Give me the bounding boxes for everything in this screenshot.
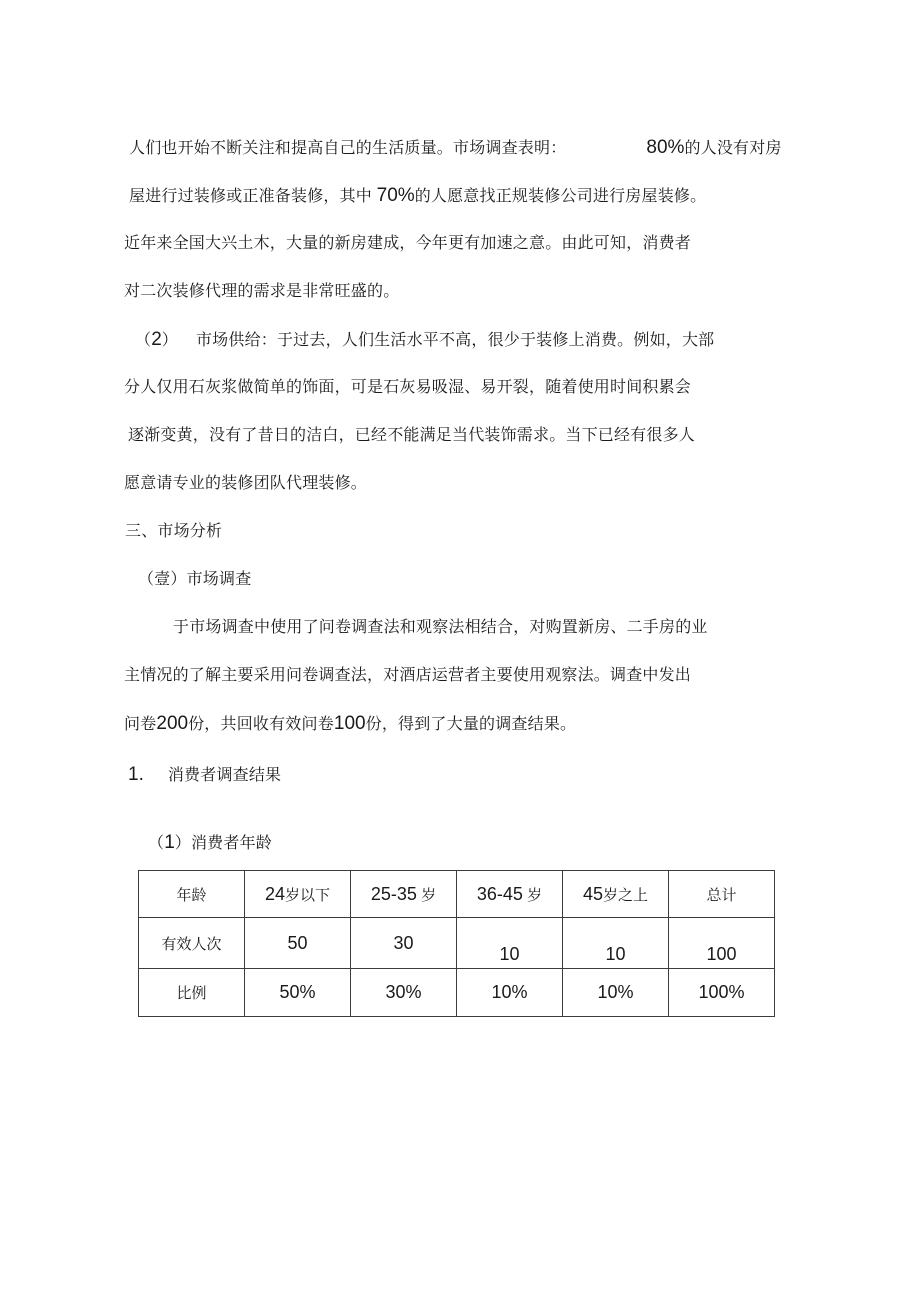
- table-header-cell: 25-35 岁: [351, 871, 457, 918]
- table-cell: [563, 918, 669, 969]
- numeric-text: 10%: [597, 982, 634, 1002]
- numeric-text: 36-45: [476, 883, 523, 904]
- para2-line1: （2） 市场供给：于过去，人们生活水平不高，很少于装修上消费。例如，大部: [135, 329, 715, 350]
- text-gap: [144, 779, 168, 780]
- table-cell: [669, 918, 775, 969]
- numeric-text: 30: [393, 932, 414, 953]
- table-cell: [563, 969, 669, 1017]
- para1-line1: 人们也开始不断关注和提高自己的生活质量。市场调查表明： 80%的人没有对房: [129, 137, 782, 158]
- para2-line4: 愿意请专业的装修团队代理装修。: [124, 475, 368, 492]
- table-header-cell: 45岁之上: [563, 871, 669, 918]
- table-cell: [457, 969, 563, 1017]
- table-header-cell: 总计: [669, 871, 775, 918]
- numeric-text: 200: [156, 713, 189, 734]
- heading-consumer-age: （1）消费者年龄: [148, 832, 272, 853]
- numeric-text: 2: [151, 329, 162, 350]
- table-cell: [245, 918, 351, 969]
- heading-market-survey: （壹）市场调查: [138, 571, 252, 588]
- numeric-text: 30%: [385, 982, 422, 1002]
- numeric-text: 10%: [491, 982, 528, 1002]
- para1-line2: 屋进行过装修或正准备装修，其中 70%的人愿意找正规装修公司进行房屋装修。: [129, 185, 707, 206]
- table-cell: [245, 969, 351, 1017]
- numeric-text: 10: [499, 944, 520, 964]
- numeric-text: 50%: [279, 982, 316, 1002]
- consumer-age-table: [138, 870, 775, 1017]
- numeric-text: 80%: [646, 137, 685, 158]
- table-cell: [351, 969, 457, 1017]
- numeric-text: 100: [333, 713, 366, 734]
- para2-line2: 分人仅用石灰浆做简单的饰面，可是石灰易吸湿、易开裂，随着使用时间积累会: [124, 379, 692, 396]
- text-gap: [566, 152, 646, 153]
- table-cell: [351, 918, 457, 969]
- table-row: [139, 871, 775, 918]
- numeric-text: 1: [164, 832, 175, 853]
- numeric-text: 100: [706, 944, 737, 964]
- table-cell: [457, 918, 563, 969]
- table-row: [139, 918, 775, 969]
- numeric-text: 50: [287, 932, 308, 953]
- numeric-text: 100%: [698, 982, 745, 1002]
- numeric-text: 25-35: [370, 883, 417, 904]
- para3-line2: 主情况的了解主要采用问卷调查法，对酒店运营者主要使用观察法。调查中发出: [124, 667, 692, 684]
- numeric-text: 1.: [128, 764, 144, 785]
- numeric-text: 24: [264, 883, 285, 904]
- heading-consumer-results: 1. 消费者调查结果: [128, 764, 282, 785]
- numeric-text: 70%: [376, 185, 415, 206]
- table-header-cell: 年龄: [139, 871, 245, 918]
- table-header-cell: 24岁以下: [245, 871, 351, 918]
- text-gap: [178, 344, 196, 345]
- heading-market-analysis: 三、市场分析: [125, 523, 223, 540]
- para3-line3: 问卷200份，共回收有效问卷100份，得到了大量的调查结果。: [124, 713, 577, 734]
- table-header-cell: 36-45 岁: [457, 871, 563, 918]
- para3-line1: 于市场调查中使用了问卷调查法和观察法相结合，对购置新房、二手房的业: [173, 619, 708, 636]
- para1-line4: 对二次装修代理的需求是非常旺盛的。: [124, 283, 400, 300]
- table-row: [139, 969, 775, 1017]
- para1-line3: 近年来全国大兴土木，大量的新房建成，今年更有加速之意。由此可知，消费者: [124, 235, 692, 252]
- table-row-label: 比例: [139, 969, 245, 1017]
- table-row-label: 有效人次: [139, 918, 245, 969]
- numeric-text: 10: [605, 944, 626, 964]
- table-cell: [669, 969, 775, 1017]
- para2-line3: 逐渐变黄，没有了昔日的洁白，已经不能满足当代装饰需求。当下已经有很多人: [128, 427, 696, 444]
- numeric-text: 45: [582, 883, 603, 904]
